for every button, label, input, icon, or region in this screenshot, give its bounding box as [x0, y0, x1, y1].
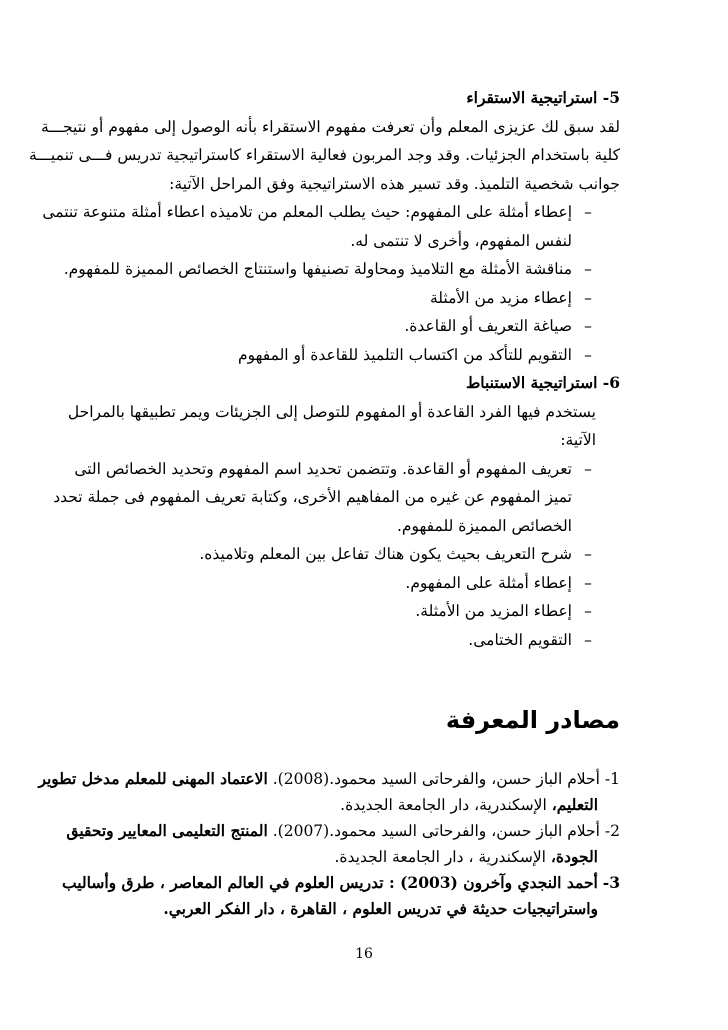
reference-title: الاعتماد المهنى للمعلم مدخل تطوير [38, 769, 268, 788]
reference-3-line-2 [108, 896, 620, 922]
section-5-paragraph-line-1: لقد سبق لك عزيزى المعلم وأن تعرفت مفهوم الاستقراء بأنه الوصول إلى مفهوم أو نتيجـــة [41, 117, 620, 136]
list-item-text: إعطاء أمثلة على المفهوم: حيث يطلب المعلم من تلاميذه اعطاء أمثلة متنوعة تنتمى [42, 203, 572, 221]
section-5-paragraph-line-3: جوانب شخصية التلميذ. وقد تسير هذه الاستراتيجية وفق المراحل الآتية: [169, 174, 620, 193]
page-number: 16 [355, 946, 373, 962]
reference-publisher: الإسكندرية، دار الجامعة الجديدة. [340, 796, 552, 814]
reference-authors: أحلام الباز حسن، والفرحاتى السيد محمود.(2008). [267, 770, 600, 788]
list-item-text: شرح التعريف بحيث يكون هناك تفاعل بين المعلم وتلاميذه. [199, 545, 572, 563]
reference-3-line-1 [61, 870, 620, 896]
reference-2-line-2 [108, 844, 620, 870]
list-item-text: إعطاء مزيد من الأمثلة [429, 288, 572, 307]
list-item-text: إعطاء المزيد من الأمثلة. [415, 602, 572, 620]
reference-number: 2- [604, 822, 620, 840]
bullet-dash: – [584, 345, 592, 364]
reference-text: أحمد النجدي وآخرون (2003) : تدريس العلوم في العالم المعاصر ، طرق وأساليب [61, 873, 598, 892]
list-item-text: مناقشة الأمثلة مع التلاميذ ومحاولة تصنيفها واستنتاج الخصائص المميزة للمفهوم. [63, 260, 572, 278]
list-item [108, 341, 620, 370]
sources-title: مصادر المعرفة [445, 706, 620, 734]
section-6-heading: 6- استراتيجية الاستنباط [465, 373, 620, 392]
bullet-dash: – [584, 203, 592, 221]
list-item [74, 455, 620, 484]
list-item-text: التقويم للتأكد من اكتساب التلميذ للقاعدة أو المفهوم [238, 345, 572, 364]
section-5-paragraph-line-2: كلية باستخدام الجزئيات. وقد وجد المربون فعالية الاستقراء كاستراتيجية تدريس فـــى تنميـــة [29, 146, 620, 164]
reference-title-continuation: التعليم، [551, 795, 598, 814]
reference-authors: أحلام الباز حسن، والفرحاتى السيد محمود.(2007). [267, 822, 600, 840]
list-item-text: التقويم الختامى. [468, 630, 572, 649]
reference-number: 3- [602, 873, 620, 892]
list-item [108, 540, 620, 569]
list-item [108, 597, 620, 626]
list-item-text: إعطاء أمثلة على المفهوم. [405, 573, 572, 592]
reference-2-line-1 [66, 818, 620, 844]
list-item-continuation: الخصائص المميزة للمفهوم. [397, 516, 572, 535]
list-item [108, 569, 620, 598]
bullet-dash: – [584, 602, 592, 620]
document-page [29, 84, 620, 922]
list-item-continuation: تميز المفهوم عن غيره من المفاهيم الأخرى، وكتابة تعريف المفهوم فى جملة تحدد [53, 488, 572, 506]
bullet-dash: – [584, 317, 592, 335]
reference-title-continuation: الجودة، [550, 847, 598, 866]
section-5-heading: 5- استراتيجية الاستقراء [466, 88, 620, 107]
list-item-continuation: لنفس المفهوم، وأخرى لا تنتمى له. [350, 231, 572, 250]
list-item [108, 626, 620, 655]
reference-number: 1- [604, 770, 620, 788]
reference-title: المنتج التعليمى المعايير وتحقيق [66, 821, 268, 840]
list-item [108, 284, 620, 313]
bullet-dash: – [584, 545, 592, 563]
reference-1-line-2 [108, 792, 620, 818]
list-item-text: صياغة التعريف أو القاعدة. [404, 317, 572, 335]
reference-publisher: الإسكندرية ، دار الجامعة الجديدة. [334, 848, 551, 866]
bullet-dash: – [584, 459, 592, 478]
list-item [63, 255, 620, 284]
bullet-dash: – [584, 288, 592, 307]
bullet-dash: – [584, 630, 592, 649]
section-6-paragraph-line-1: يستخدم فيها الفرد القاعدة أو المفهوم للتوصل إلى الجزيئات ويمر تطبيقها بالمراحل [67, 402, 596, 421]
reference-text-continuation: واستراتيجيات حديثة في تدريس العلوم ، القاهرة ، دار الفكر العربي. [163, 899, 598, 918]
list-item-text: تعريف المفهوم أو القاعدة. وتتضمن تحديد اسم المفهوم وتحديد الخصائص التى [74, 459, 572, 478]
section-6-paragraph-line-2: الآتية: [560, 431, 596, 449]
bullet-dash: – [584, 573, 592, 592]
list-item [108, 312, 620, 341]
bullet-dash: – [584, 260, 592, 278]
list-item [42, 198, 620, 227]
reference-1-line-1 [38, 766, 620, 792]
